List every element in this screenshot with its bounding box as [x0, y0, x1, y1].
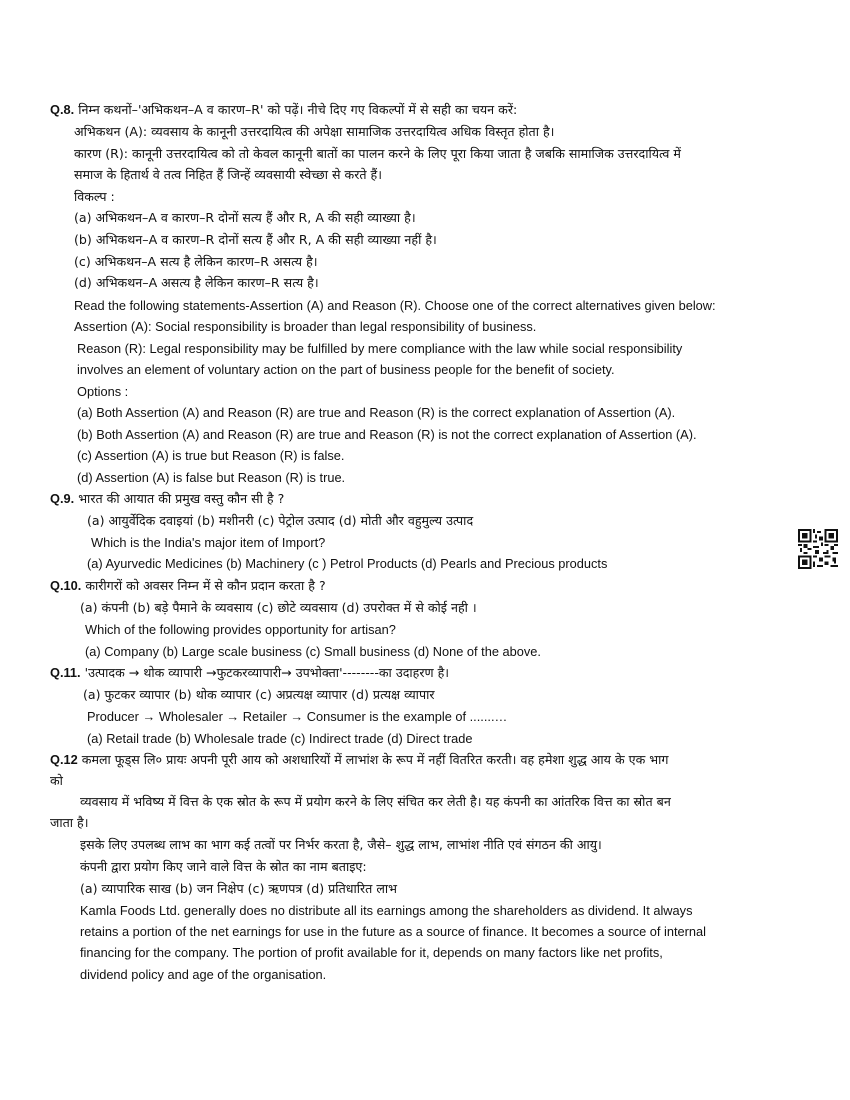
- q9-stem-en: Which is the India's major item of Import?: [91, 535, 326, 550]
- q8-option-b-en: (b) Both Assertion (A) and Reason (R) are true and Reason (R) is not the correct explanation of Assertion (A).: [77, 427, 697, 442]
- q11-number: Q.11.: [50, 665, 81, 680]
- q12-hi-3: व्यवसाय में भविष्य में वित्त के एक स्रोत के रूप में प्रयोग करने के लिए संचित कर लेती है। यह कंपनी का आंतरिक वित्त का स्रोत बन: [80, 794, 671, 809]
- q9-options-hi: (a) आयुर्वेदिक दवाइयां (b) मशीनरी (c) पेट्रोल उत्पाद (d) मोती और वहुमुल्य उत्पाद: [87, 513, 474, 528]
- q11-options-hi: (a) फुटकर व्यापार (b) थोक व्यापार (c) अप्रत्यक्ष व्यापार (d) प्रत्यक्ष व्यापार: [83, 687, 435, 702]
- q8-assertion-en: Assertion (A): Social responsibility is broader than legal responsibility of business.: [74, 319, 537, 334]
- q9-stem-hi: भारत की आयात की प्रमुख वस्तु कौन सी है ?: [78, 491, 285, 506]
- q8-stem-en: Read the following statements-Assertion (A) and Reason (R). Choose one of the correct alternatives given below:: [74, 298, 716, 313]
- q8-reason-hi-2: समाज के हितार्थ वे तत्व निहित हैं जिन्हें व्यवसायी स्वेच्छा से करते हैं।: [74, 167, 382, 182]
- q12-hi-1: कमला फूड्स लि० प्रायः अपनी पूरी आय को अशधारियों में लाभांश के रूप में नहीं वितरित करती। वह हमेशा शुद्ध आय के एक भाग: [81, 752, 669, 767]
- q8-stem-hi: निम्न कथनों–'अभिकथन–A व कारण–R' को पढ़ें। नीचे दिए गए विकल्पों में से सही का चयन करें:: [78, 102, 518, 117]
- q8-number: Q.8.: [50, 102, 75, 117]
- q11-stem-hi-line: [50, 663, 449, 683]
- q8-reason-en-1: Reason (R): Legal responsibility may be fulfilled by mere compliance with the law while social responsibility: [77, 341, 683, 356]
- q10-number: Q.10.: [50, 578, 82, 593]
- q12-options-hi: (a) व्यापारिक साख (b) जन निक्षेप (c) ऋणपत्र (d) प्रतिधारित लाभ: [80, 881, 397, 896]
- qr-code-icon: [798, 529, 838, 569]
- q12-hi-6: कंपनी द्वारा प्रयोग किए जाने वाले वित्त के स्रोत का नाम बताइए:: [80, 859, 367, 874]
- q8-option-a-en: (a) Both Assertion (A) and Reason (R) are true and Reason (R) is the correct explanation of Assertion (A).: [77, 405, 676, 420]
- q12-hi-5: इसके लिए उपलब्ध लाभ का भाग कई तत्वों पर निर्भर करता है, जैसे– शुद्ध लाभ, लाभांश नीति एवं संगठन की आयु।: [80, 837, 602, 852]
- q10-options-hi: (a) कंपनी (b) बड़े पैमाने के व्यवसाय (c) छोटे व्यवसाय (d) उपरोक्त में से कोई नही ।: [80, 600, 477, 615]
- q10-stem-en: Which of the following provides opportunity for artisan?: [85, 622, 396, 637]
- q9-options-en: (a) Ayurvedic Medicines (b) Machinery (c ) Petrol Products (d) Pearls and Precious products: [87, 556, 608, 571]
- q11-stem-en: Producer → Wholesaler → Retailer → Consumer is the example of .......…: [87, 709, 508, 724]
- q8-option-c-en: (c) Assertion (A) is true but Reason (R) is false.: [77, 448, 345, 463]
- q8-reason-hi-1: कारण (R): कानूनी उत्तरदायित्व को तो केवल कानूनी बातों का पालन करने के लिए पूरा किया जाता है जबकि सामाजिक उत्तरदायित्व में: [74, 146, 681, 161]
- q10-stem-hi-line: [50, 576, 326, 596]
- q8-options-label-hi: विकल्प :: [74, 189, 115, 204]
- q12-hi-2: को: [50, 773, 63, 788]
- q11-stem-hi: 'उत्पादक → थोक व्यापारी →फुटकरव्यापारी→ उपभोक्ता'--------का उदाहरण है।: [84, 665, 450, 680]
- q11-options-en: (a) Retail trade (b) Wholesale trade (c) Indirect trade (d) Direct trade: [87, 731, 473, 746]
- q10-options-en: (a) Company (b) Large scale business (c) Small business (d) None of the above.: [85, 644, 541, 659]
- q8-reason-en-2: involves an element of voluntary action on the part of business people for the benefit of society.: [77, 362, 615, 377]
- q12-hi-line-1: [50, 750, 669, 770]
- q9-number: Q.9.: [50, 491, 75, 506]
- q8-assertion-hi: अभिकथन (A): व्यवसाय के कानूनी उत्तरदायित्व की अपेक्षा सामाजिक उत्तरदायित्व अधिक विस्तृत होता है।: [74, 124, 555, 139]
- q12-en-4: dividend policy and age of the organisation.: [80, 967, 327, 982]
- q12-hi-4: जाता है।: [50, 815, 89, 830]
- q8-stem-hi-line: [50, 100, 517, 120]
- q12-en-2: retains a portion of the net earnings for use in the future as a source of finance. It becomes a source of internal: [80, 924, 706, 939]
- q8-options-label-en: Options :: [77, 384, 129, 399]
- q8-option-d-en: (d) Assertion (A) is false but Reason (R) is true.: [77, 470, 346, 485]
- q12-en-3: financing for the company. The portion of profit available for it, depends on many factors like net profits,: [80, 945, 663, 960]
- q12-number: Q.12: [50, 752, 78, 767]
- q8-option-b-hi: (b) अभिकथन–A व कारण–R दोनों सत्य हैं और R, A की सही व्याख्या नहीं है।: [74, 232, 437, 247]
- q8-option-c-hi: (c) अभिकथन–A सत्य है लेकिन कारण–R असत्य है।: [74, 254, 318, 269]
- q8-option-d-hi: (d) अभिकथन–A असत्य है लेकिन कारण–R सत्य है।: [74, 275, 319, 290]
- q10-stem-hi: कारीगरों को अवसर निम्न में से कौन प्रदान करता है ?: [85, 578, 326, 593]
- q12-en-1: Kamla Foods Ltd. generally does no distribute all its earnings among the shareholders as dividend. It always: [80, 903, 693, 918]
- q8-option-a-hi: (a) अभिकथन–A व कारण–R दोनों सत्य हैं और R, A की सही व्याख्या है।: [74, 210, 416, 225]
- q9-stem-hi-line: [50, 489, 284, 509]
